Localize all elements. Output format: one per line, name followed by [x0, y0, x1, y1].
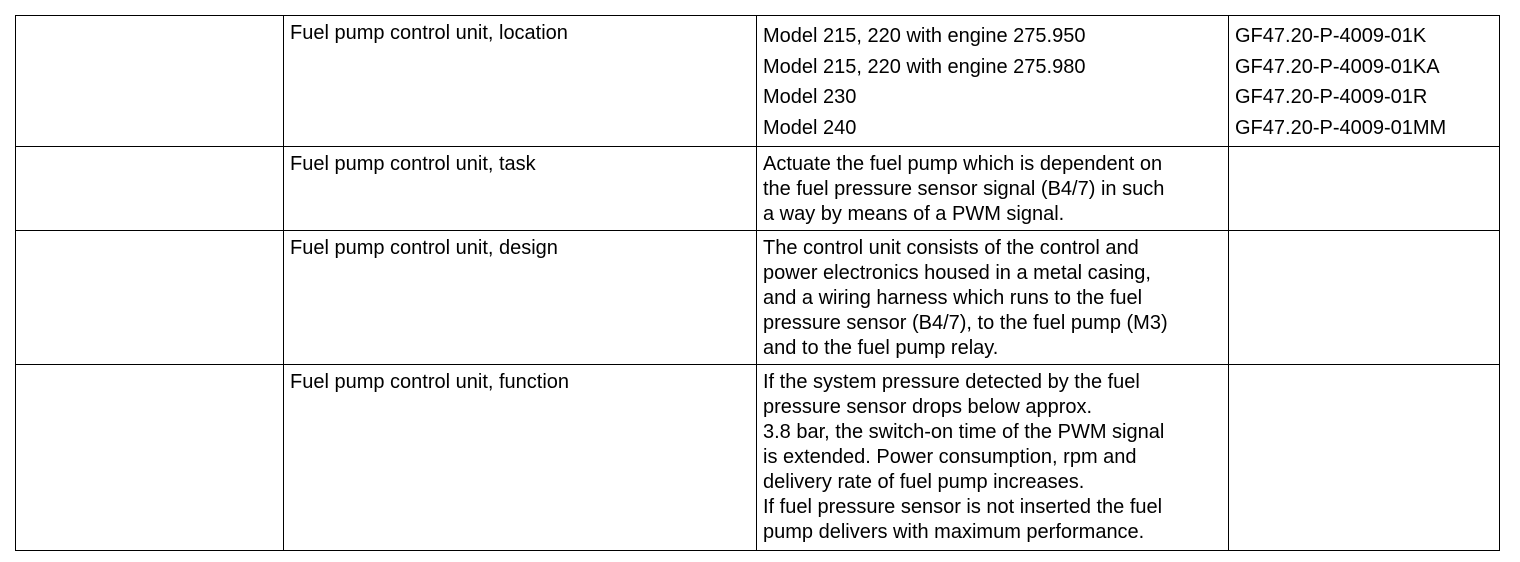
row-label-cell: [16, 16, 284, 147]
row-label-cell: [16, 147, 284, 231]
row-label-cell: [16, 365, 284, 551]
description-line: a way by means of a PWM signal.: [763, 203, 1065, 225]
description-line: If the system pressure detected by the fuel: [763, 371, 1140, 393]
reference-cell: [1229, 231, 1500, 365]
table-row-function: [16, 365, 1500, 551]
model-line: Model 215, 220 with engine 275.980: [763, 55, 1086, 78]
table-row-task: [16, 147, 1500, 231]
description-line: is extended. Power consumption, rpm and: [763, 446, 1137, 468]
reference-link[interactable]: GF47.20-P-4009-01MM: [1235, 116, 1447, 139]
description-line: power electronics housed in a metal casing,: [763, 262, 1151, 284]
model-line: Model 230: [763, 86, 857, 108]
description-line: pressure sensor drops below approx.: [763, 396, 1093, 418]
model-line: Model 240: [763, 116, 857, 139]
description-line: pump delivers with maximum performance.: [763, 521, 1145, 543]
model-line: Model 215, 220 with engine 275.950: [763, 25, 1086, 47]
reference-cell: [1229, 16, 1500, 147]
component-cell: Fuel pump control unit, task: [284, 147, 757, 231]
description-line: If fuel pressure sensor is not inserted the fuel: [763, 496, 1163, 518]
document-table: [15, 15, 1500, 551]
component-cell: Fuel pump control unit, function: [284, 365, 757, 551]
reference-cell: [1229, 147, 1500, 231]
reference-link[interactable]: GF47.20-P-4009-01K: [1235, 25, 1427, 47]
reference-link[interactable]: GF47.20-P-4009-01R: [1235, 86, 1428, 108]
table-row-design: [16, 231, 1500, 365]
component-cell: Fuel pump control unit, design: [284, 231, 757, 365]
description-cell: [757, 365, 1229, 551]
component-cell: Fuel pump control unit, location: [284, 16, 757, 147]
reference-cell: [1229, 365, 1500, 551]
description-line: 3.8 bar, the switch-on time of the PWM signal: [763, 421, 1165, 443]
description-line: delivery rate of fuel pump increases.: [763, 471, 1085, 493]
description-cell: [757, 147, 1229, 231]
description-line: and to the fuel pump relay.: [763, 337, 999, 359]
description-cell: [757, 231, 1229, 365]
description-line: The control unit consists of the control and: [763, 237, 1139, 259]
description-line: pressure sensor (B4/7), to the fuel pump (M3): [763, 312, 1168, 334]
description-line: and a wiring harness which runs to the fuel: [763, 287, 1143, 309]
row-label-cell: [16, 231, 284, 365]
models-cell: [757, 16, 1229, 147]
description-line: the fuel pressure sensor signal (B4/7) in such: [763, 178, 1165, 200]
table-row-location: [16, 16, 1500, 147]
reference-link[interactable]: GF47.20-P-4009-01KA: [1235, 55, 1440, 78]
description-line: Actuate the fuel pump which is dependent on: [763, 153, 1163, 175]
